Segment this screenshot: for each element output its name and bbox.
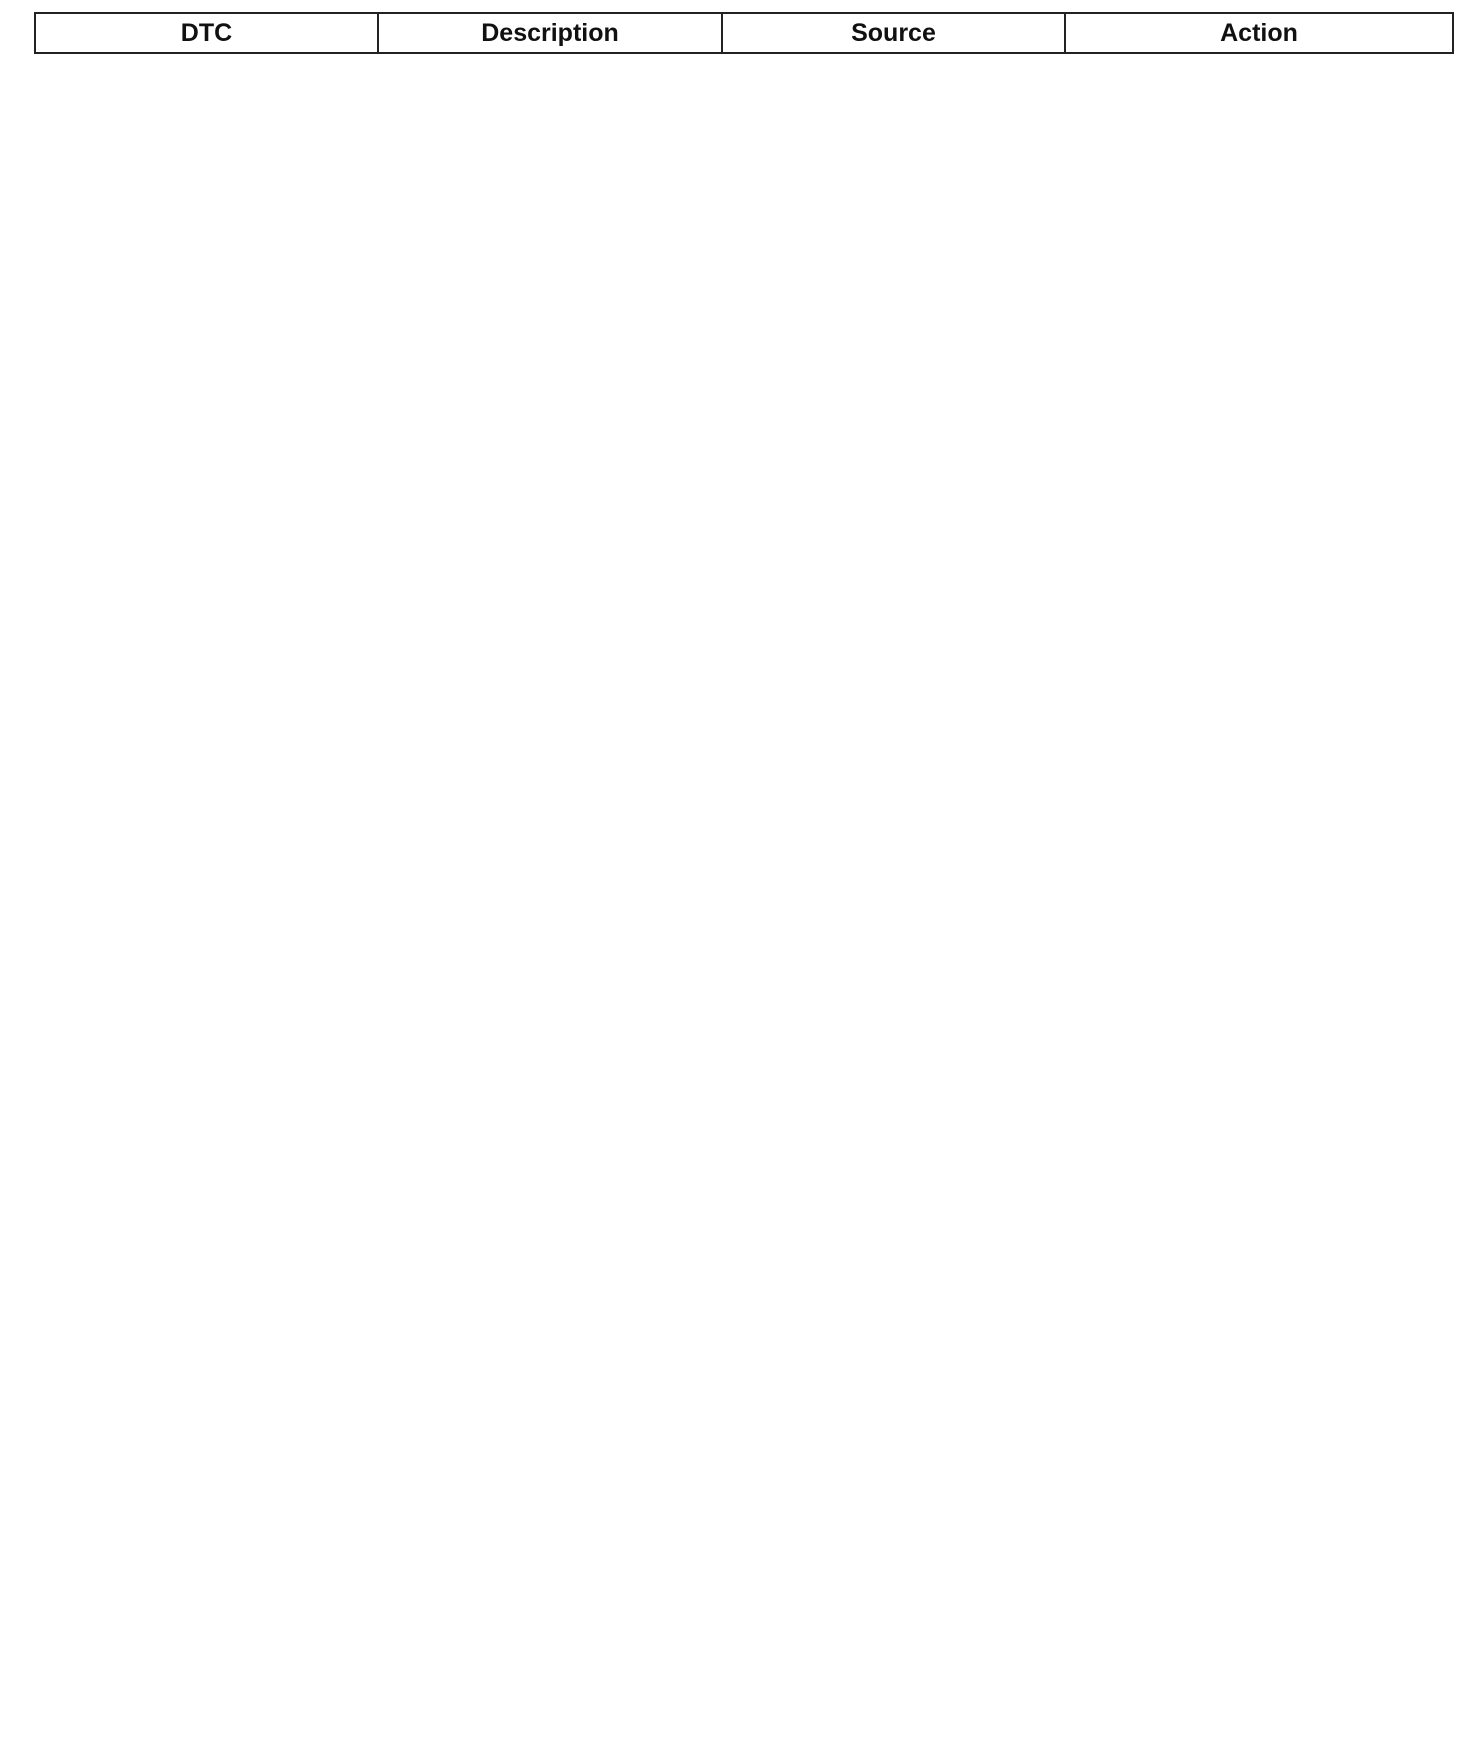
header-row [35, 13, 1453, 53]
dtc-table [34, 12, 1454, 54]
header-action: Action [1065, 13, 1453, 53]
header-description: Description [378, 13, 722, 53]
header-dtc: DTC [35, 13, 378, 53]
header-source: Source [722, 13, 1065, 53]
